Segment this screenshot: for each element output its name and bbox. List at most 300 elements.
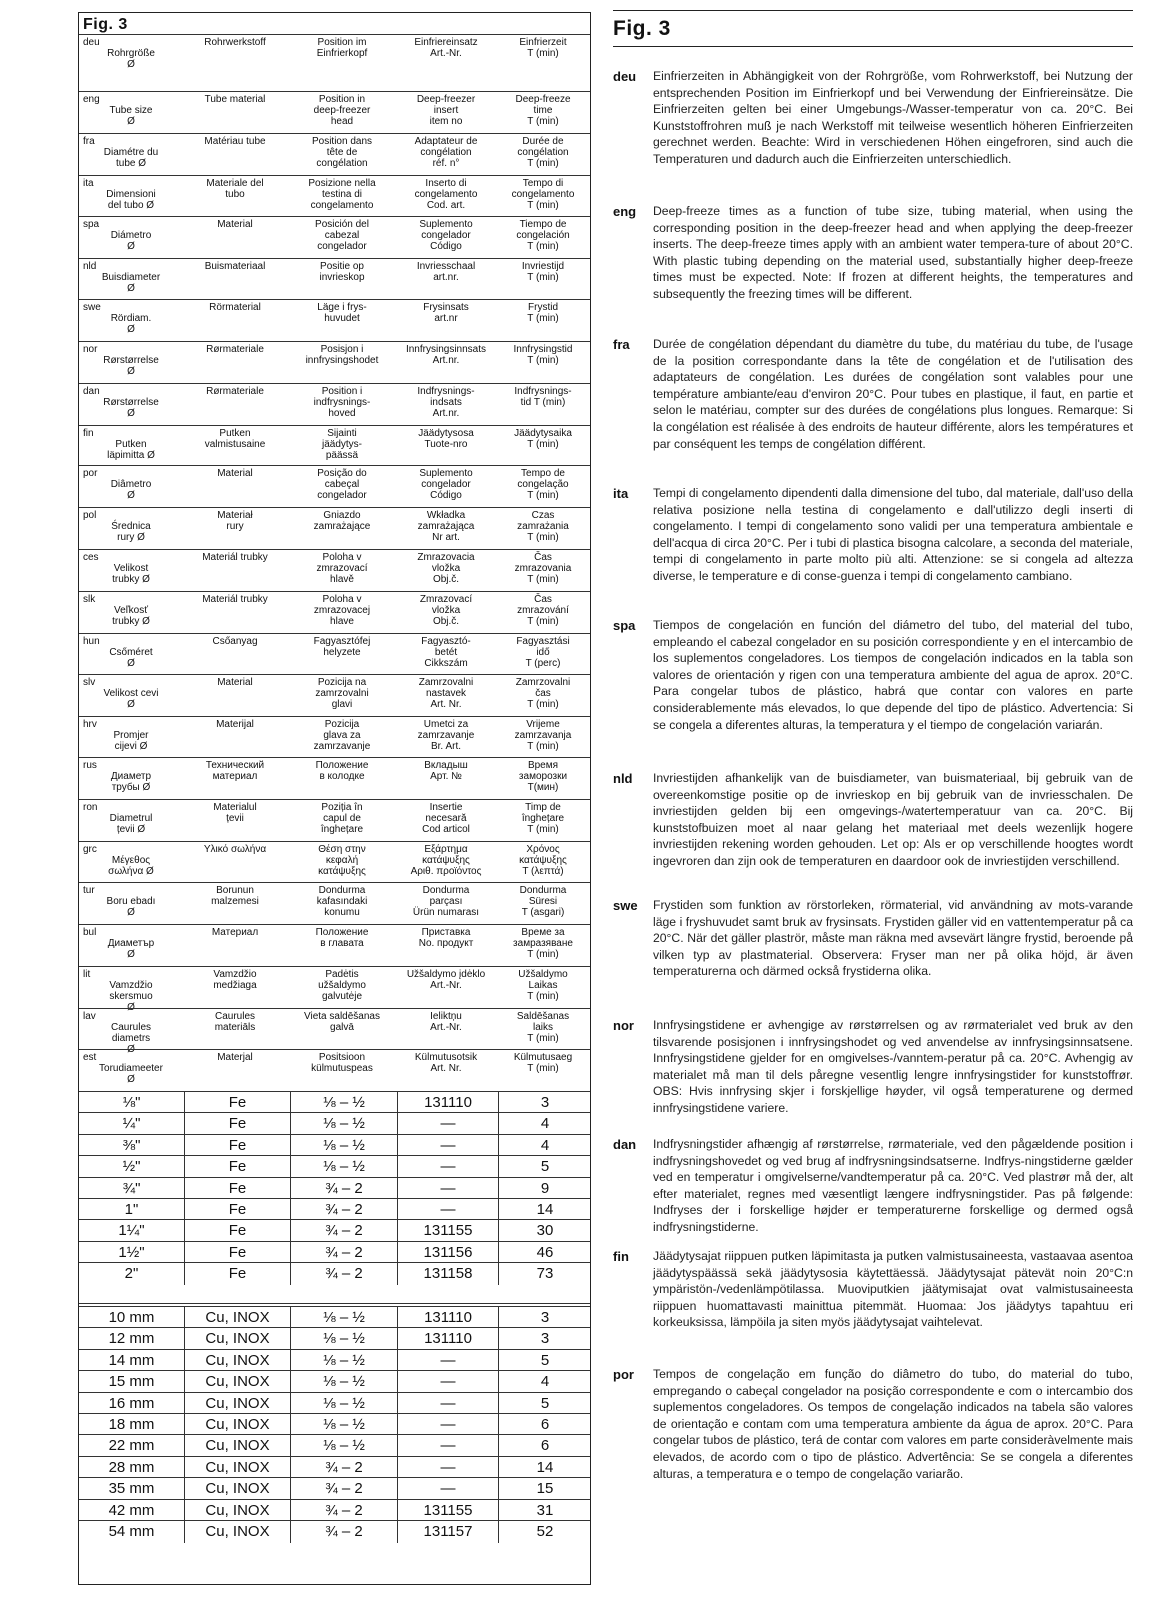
paragraph: Indfrysningstider afhængig af rørstørrelse, rørmateriale, ved den pågældende position i indfrysningshovedet og ved brug af indfrysningsindsatserne. Indfrys-ningstiderne gælder ved en temperatur i omgivelserne/vandtemperatur på ca. 20°C. Ved plastrør må der, alt efter materialet, regnes med væsentligt længere indfrysningstider. Pas på følgende: Indfryses der i forskellige højder er temperaturerne forskellige og dermed også indfrysningstiderne. bbox=[653, 1137, 1133, 1234]
language-code: fin bbox=[83, 428, 94, 439]
header-row-nor bbox=[79, 341, 590, 378]
table-row bbox=[79, 1456, 590, 1479]
table-cell: Cu, INOX bbox=[185, 1435, 291, 1457]
divider bbox=[613, 10, 1133, 11]
header-cell: Innfrysingstid T (min) bbox=[513, 344, 573, 367]
header-cell: Poloha v zmrazovacej hlave bbox=[313, 594, 371, 628]
header-cell: Zmrazovacia vložka Obj.č. bbox=[417, 552, 475, 586]
table-cell: ⅛ – ½ bbox=[291, 1350, 398, 1372]
header-cell: Materiał rury bbox=[217, 510, 253, 533]
table-cell: ⅛ – ½ bbox=[291, 1113, 398, 1135]
header-cell: Dondurma kafasındaki konumu bbox=[316, 885, 368, 919]
table-cell: 54 mm bbox=[79, 1521, 185, 1543]
header-cell: Tube material bbox=[204, 94, 266, 105]
table-cell: — bbox=[398, 1135, 499, 1157]
table-cell: Fe bbox=[185, 1199, 291, 1221]
table-cell: 3 bbox=[540, 1094, 550, 1111]
header-cell: Fagyasztó- betét Cikkszám bbox=[421, 636, 471, 670]
table-cell: ⅜" bbox=[79, 1135, 185, 1157]
table-cell: 73 bbox=[536, 1265, 554, 1283]
table-cell: 52 bbox=[536, 1523, 554, 1540]
header-cell: Υλικό σωλήνα bbox=[203, 844, 267, 855]
header-cell: Indfrysnings- tid T (min) bbox=[514, 386, 572, 409]
table-cell: 131110 bbox=[398, 1307, 499, 1329]
table-cell: 35 mm bbox=[79, 1478, 185, 1500]
table-cell: Fe bbox=[185, 1135, 291, 1157]
header-cell: Material bbox=[217, 677, 253, 688]
language-label: spa bbox=[613, 618, 636, 633]
header-cell: Θέση στην κεφαλή κατάψυξης bbox=[318, 844, 366, 878]
table-cell: 9 bbox=[540, 1179, 550, 1197]
header-cell: Dondurma Süresi T (asgari) bbox=[519, 885, 567, 919]
table-cell: ¾ – 2 bbox=[291, 1263, 398, 1285]
header-cell: Umetci za zamrzavanje Br. Art. bbox=[417, 719, 475, 753]
table-cell: 131158 bbox=[398, 1263, 499, 1285]
table-row bbox=[79, 1370, 590, 1393]
language-label: por bbox=[613, 1367, 634, 1382]
header-cell: Zmrazovací vložka Obj.č. bbox=[419, 594, 473, 628]
header-cell: Materjal bbox=[217, 1052, 253, 1063]
header-cell: Gniazdo zamrażające bbox=[313, 510, 371, 533]
header-cell: Tempo de congelação T (min) bbox=[517, 468, 569, 502]
table-row bbox=[79, 1219, 590, 1242]
table-cell: Cu, INOX bbox=[185, 1328, 291, 1350]
divider bbox=[79, 1303, 590, 1304]
header-row-dan bbox=[79, 383, 590, 420]
language-code: lav bbox=[83, 1011, 96, 1022]
header-cell: Диаметр трубы Ø bbox=[110, 771, 152, 794]
header-cell: Rørmateriale bbox=[206, 386, 264, 397]
table-row bbox=[79, 1306, 590, 1329]
header-row-bul bbox=[79, 924, 590, 961]
header-cell: Užšaldymo įdėklo Art.-Nr. bbox=[406, 969, 486, 992]
table-cell: Fe bbox=[185, 1263, 291, 1285]
header-cell: Saldēšanas laiks T (min) bbox=[516, 1011, 570, 1045]
language-code: est bbox=[83, 1052, 97, 1063]
header-cell: Innfrysingsinnsats Art.nr. bbox=[405, 344, 487, 367]
table-row bbox=[79, 1134, 590, 1157]
header-cell: Borunun malzemesi bbox=[211, 885, 259, 908]
header-cell: Μέγεθος σωλήνα Ø bbox=[108, 855, 154, 878]
table-row bbox=[79, 1477, 590, 1500]
header-cell: Deep-freeze time T (min) bbox=[515, 94, 571, 128]
header-row-ces bbox=[79, 549, 590, 586]
header-cell: Position dans tête de congélation bbox=[311, 136, 373, 170]
table-cell: 131155 bbox=[398, 1500, 499, 1522]
header-cell: Wkładka zamrażająca Nr art. bbox=[417, 510, 475, 544]
header-cell: Rørstørrelse Ø bbox=[103, 397, 159, 420]
header-cell: Buismateriaal bbox=[204, 261, 266, 272]
language-label: fra bbox=[613, 337, 630, 352]
freeze-time-table bbox=[78, 12, 591, 1585]
header-cell: Putken läpimitta Ø bbox=[107, 439, 155, 462]
table-cell: — bbox=[398, 1478, 499, 1500]
header-cell: Vamzdžio skersmuo Ø bbox=[109, 980, 153, 1014]
header-row-swe bbox=[79, 299, 590, 336]
table-cell: Cu, INOX bbox=[185, 1521, 291, 1543]
table-row bbox=[79, 1520, 590, 1543]
header-cell: Poloha v zmrazovací hlavě bbox=[316, 552, 368, 586]
header-cell: Suplemento congelador Código bbox=[419, 468, 473, 502]
table-cell: — bbox=[398, 1350, 499, 1372]
header-cell: Średnica rury Ø bbox=[111, 521, 151, 544]
header-row-tur bbox=[79, 882, 590, 919]
header-cell: Dondurma parçası Ürün numarası bbox=[412, 885, 480, 919]
table-cell: ¾ – 2 bbox=[291, 1457, 398, 1479]
table-cell: Fe bbox=[185, 1092, 291, 1114]
header-cell: Положение в главата bbox=[315, 927, 369, 950]
header-cell: Invriestijd T (min) bbox=[521, 261, 565, 284]
header-row-hun bbox=[79, 633, 590, 670]
header-cell: Vrijeme zamrzavanja T (min) bbox=[514, 719, 572, 753]
table-cell: — bbox=[398, 1371, 499, 1393]
table-row bbox=[79, 1499, 590, 1522]
header-cell: Tempo di congelamento T (min) bbox=[511, 178, 575, 212]
table-row bbox=[79, 1155, 590, 1178]
table-cell: — bbox=[398, 1393, 499, 1415]
header-cell: Положение в колодке bbox=[315, 760, 369, 783]
header-cell: Velikost cevi Ø bbox=[103, 688, 159, 711]
header-cell: Posición del cabezal congelador bbox=[315, 219, 369, 253]
table-cell: 14 bbox=[536, 1458, 554, 1476]
table-cell: ½" bbox=[79, 1156, 185, 1178]
paragraph: Tiempos de congelación en función del diámetro del tubo, del material del tubo, empleando el cabezal congelador en su posición correspondiente y en el intercambio de los suplementos congeladores. Los tiempos de congelación indicados en la tabla son valores de orientación y rigen con una temperatura ambiente del agua de aprox. 20°C. Para congelar tubos de plástico, habrá que contar con valores en parte considerablemente más elevados, lo que depende del tipo de plástico. Advertencia: Si se congela a diferentes alturas, la temperatura y el tiempo de congelación variarán. bbox=[653, 618, 1133, 732]
table-row bbox=[79, 1392, 590, 1415]
header-cell: Position i indfrysnings- hoved bbox=[313, 386, 371, 420]
table-cell: ⅛ – ½ bbox=[291, 1156, 398, 1178]
header-cell: Adaptateur de congélation réf. n° bbox=[414, 136, 478, 170]
table-cell: 5 bbox=[540, 1158, 550, 1176]
table-cell: ¾" bbox=[79, 1178, 185, 1200]
table-cell: 15 bbox=[536, 1480, 554, 1498]
header-cell: Material bbox=[217, 219, 253, 230]
table-cell: 18 mm bbox=[79, 1414, 185, 1436]
language-code: swe bbox=[83, 302, 101, 313]
table-cell: 1½" bbox=[79, 1242, 185, 1264]
table-cell: 1" bbox=[79, 1199, 185, 1221]
table-cell: ⅛ – ½ bbox=[291, 1414, 398, 1436]
header-cell: Frystid T (min) bbox=[527, 302, 559, 325]
table-row bbox=[79, 1177, 590, 1200]
language-code: fra bbox=[83, 136, 95, 147]
header-cell: Buisdiameter Ø bbox=[101, 272, 161, 295]
header-row-rus bbox=[79, 757, 590, 794]
header-cell: Zamrzovalni čas T (min) bbox=[515, 677, 571, 711]
header-cell: Приставка No. продукт bbox=[418, 927, 474, 950]
header-cell: Rørmateriale bbox=[206, 344, 264, 355]
table-cell: 6 bbox=[540, 1437, 550, 1455]
table-cell: 10 mm bbox=[79, 1307, 185, 1329]
table-cell: ¾ – 2 bbox=[291, 1500, 398, 1522]
header-cell: Χρόνος κατάψυξης Τ (λεπτά) bbox=[519, 844, 567, 878]
table-cell: 2" bbox=[79, 1263, 185, 1285]
table-cell: ¾ – 2 bbox=[291, 1199, 398, 1221]
table-cell: ¼" bbox=[79, 1113, 185, 1135]
header-cell: Materijal bbox=[216, 719, 254, 730]
table-cell: 6 bbox=[540, 1416, 550, 1433]
table-cell: — bbox=[398, 1435, 499, 1457]
paragraph: Einfrierzeiten in Abhängigkeit von der Rohrgröße, vom Rohrwerkstoff, bei Nutzung der entsprechenden Position im Einfrierkopf und bei Verwendung der Einfriereinsätze. Die Einfrierzeiten gelten bei einer Umgebungs-/Wasser-temperatur von ca. 20°C. Bei Kunststoffrohren muß je nach Werkstoff mit teilweise wesentlich höheren Einfrierzeiten gerechnet werden. Beachte: Wird in verschiedenen Höhen eingefroren, sind auch die Temperaturen und dadurch auch die Einfrierzeiten unterschiedlich. bbox=[653, 69, 1133, 166]
table-cell: Cu, INOX bbox=[185, 1414, 291, 1436]
language-code: nld bbox=[83, 261, 97, 272]
paragraph: Tempos de congelação em função do diâmetro do tubo, do material do tubo, empregando o cabeçal congelador na posição correspondente e com o intercambio dos suplementos congeladores. Os tempos de congelação indicados na tabela são valores de orientação e contam com uma temperatura ambiente da água de aprox. 20°C. Para congelar tubos de plástico, terá de contar com valores em parte consideràvelmente mais elevados, de acordo com o tipo de plástico. Advertência: Se se congela a diferentes alturas, a temperatura e o tempo de congelação variarão. bbox=[653, 1367, 1133, 1481]
table-cell: 22 mm bbox=[79, 1435, 185, 1457]
header-cell: Diamétre du tube Ø bbox=[103, 147, 159, 170]
table-cell: — bbox=[398, 1178, 499, 1200]
table-cell: — bbox=[398, 1199, 499, 1221]
table-row bbox=[79, 1091, 590, 1114]
language-code: eng bbox=[83, 94, 100, 105]
table-row bbox=[79, 1112, 590, 1135]
header-cell: Fagyasztási idő T (perc) bbox=[516, 636, 570, 670]
language-code: slk bbox=[83, 594, 96, 605]
header-cell: Durée de congélation T (min) bbox=[517, 136, 569, 170]
table-cell: 30 bbox=[536, 1222, 554, 1240]
header-cell: Positsioon külmutuspeas bbox=[311, 1052, 373, 1075]
header-row-spa bbox=[79, 216, 590, 253]
table-cell: Cu, INOX bbox=[185, 1393, 291, 1415]
header-cell: Promjer cijevi Ø bbox=[113, 730, 149, 753]
table-row bbox=[79, 1198, 590, 1221]
table-cell: ¾ – 2 bbox=[291, 1178, 398, 1200]
header-cell: Tiempo de congelación T (min) bbox=[516, 219, 570, 253]
header-cell: Putken valmistusaine bbox=[204, 428, 266, 451]
table-cell: 14 bbox=[536, 1201, 554, 1218]
header-cell: Deep-freezer insert item no bbox=[416, 94, 476, 128]
language-label: swe bbox=[613, 898, 638, 913]
table-row bbox=[79, 1413, 590, 1436]
language-code: deu bbox=[83, 37, 100, 48]
header-row-lav bbox=[79, 1008, 590, 1056]
header-cell: Velikost trubky Ø bbox=[112, 563, 150, 586]
table-row bbox=[79, 1262, 590, 1285]
header-cell: Indfrysnings- indsats Art.nr. bbox=[417, 386, 475, 420]
table-cell: 131157 bbox=[398, 1521, 499, 1543]
header-cell: Inserto di congelamento Cod. art. bbox=[414, 178, 478, 212]
header-cell: Diametrul țevii Ø bbox=[109, 813, 153, 836]
header-cell: Jäädytysosa Tuote-nro bbox=[418, 428, 474, 451]
header-cell: Einfrierzeit T (min) bbox=[519, 37, 567, 60]
language-label: nor bbox=[613, 1018, 634, 1033]
header-cell: Külmutusaeg T (min) bbox=[513, 1052, 573, 1075]
header-cell: Rohrwerkstoff bbox=[204, 37, 266, 48]
header-row-fra bbox=[79, 133, 590, 170]
header-cell: Posisjon i innfrysingshodet bbox=[305, 344, 379, 367]
table-cell: Cu, INOX bbox=[185, 1371, 291, 1393]
table-cell: 31 bbox=[536, 1501, 554, 1519]
header-cell: Position in deep-freezer head bbox=[313, 94, 371, 128]
table-row bbox=[79, 1327, 590, 1350]
header-cell: Tube size Ø bbox=[109, 105, 153, 128]
table-cell: 131110 bbox=[398, 1092, 499, 1114]
table-cell: 4 bbox=[540, 1373, 550, 1391]
header-cell: Време за замразяване T (min) bbox=[513, 927, 573, 961]
table-cell: 5 bbox=[540, 1394, 550, 1412]
header-cell: Материал bbox=[211, 927, 259, 938]
table-cell: 3 bbox=[540, 1309, 550, 1326]
header-cell: Frysinsats art.nr bbox=[423, 302, 469, 325]
figure-title: Fig. 3 bbox=[613, 17, 671, 40]
language-code: slv bbox=[83, 677, 96, 688]
language-code: ron bbox=[83, 802, 98, 813]
header-cell: Külmutusotsik Art. Nr. bbox=[414, 1052, 478, 1075]
table-cell: 131156 bbox=[398, 1242, 499, 1264]
table-cell: 14 mm bbox=[79, 1350, 185, 1372]
table-cell: 12 mm bbox=[79, 1328, 185, 1350]
header-cell: Pozicija glava za zamrzavanje bbox=[313, 719, 371, 753]
header-cell: Pozicija na zamrzovalni glavi bbox=[315, 677, 369, 711]
table-cell: 46 bbox=[536, 1243, 554, 1261]
header-cell: Einfriereinsatz Art.-Nr. bbox=[414, 37, 478, 60]
table-cell: Fe bbox=[185, 1220, 291, 1242]
language-label: eng bbox=[613, 204, 637, 219]
language-code: nor bbox=[83, 344, 98, 355]
table-cell: 15 mm bbox=[79, 1371, 185, 1393]
language-code: grc bbox=[83, 844, 97, 855]
table-cell: 3 bbox=[540, 1330, 550, 1348]
header-cell: Invriesschaal art.nr. bbox=[416, 261, 476, 284]
table-cell: Cu, INOX bbox=[185, 1478, 291, 1500]
table-cell: 42 mm bbox=[79, 1500, 185, 1522]
header-row-nld bbox=[79, 258, 590, 295]
paragraph: Durée de congélation dépendant du diamètre du tube, du matériau du tube, de l'usage de la position correspondante dans la tête de congélation et de l'utilisation des adaptateurs de congélation. Les durées de congélation sont valables pour une température ambiante/eau d'environ 20°C. Pour tubes en plastique, il faut, en partie et selon le matériau, compter sur des durées de congélations plus longues. Remarque: Si la congélation est réalisée à des endroits de hauteur différente, alors les températures et par conséquent les temps de congélation différent. bbox=[653, 337, 1133, 451]
paragraph: Tempi di congelamento dipendenti dalla dimensione del tubo, dal materiale, dall'uso della relativa posizione nella testina di congelamento e dall'utilizzo degli inserti di congelamento. I tempi di congelamento sono validi per una temperatura ambientale e dell'acqua di circa 20°C. Per i tubi di plastica bisogna calcolare, a seconda del materiale, tempi di congelamento in parte molto più alti. Attenzione: se si congela ad altezza diverse, le temperature e di conse-guenza i tempi di congelamento cambiano. bbox=[653, 486, 1133, 583]
header-row-deu bbox=[79, 34, 590, 71]
header-cell: Position im Einfrierkopf bbox=[316, 37, 368, 60]
table-title: Fig. 3 bbox=[83, 16, 128, 33]
header-cell: Läge i frys- huvudet bbox=[317, 302, 367, 325]
header-cell: Užšaldymo Laikas T (min) bbox=[518, 969, 568, 1003]
header-cell: Diâmetro Ø bbox=[110, 479, 152, 502]
language-code: hrv bbox=[83, 719, 97, 730]
header-cell: Posição do cabeçal congelador bbox=[317, 468, 367, 502]
header-cell: Caurules materiāls bbox=[214, 1011, 256, 1034]
table-cell: ⅛ – ½ bbox=[291, 1435, 398, 1457]
header-cell: Materialul țevii bbox=[213, 802, 257, 825]
table-cell: Fe bbox=[185, 1113, 291, 1135]
table-cell: 28 mm bbox=[79, 1457, 185, 1479]
header-cell: Jäädytysaika T (min) bbox=[514, 428, 572, 451]
table-cell: Cu, INOX bbox=[185, 1500, 291, 1522]
table-cell: Fe bbox=[185, 1242, 291, 1264]
header-cell: Posizione nella testina di congelamento bbox=[308, 178, 376, 212]
header-cell: Fagyasztófej helyzete bbox=[313, 636, 371, 659]
header-cell: Čas zmrazovania T (min) bbox=[514, 552, 572, 586]
language-code: ces bbox=[83, 552, 99, 563]
table-cell: ⅛ – ½ bbox=[291, 1371, 398, 1393]
header-cell: Rørstørrelse Ø bbox=[103, 355, 159, 378]
paragraph: Jäädytysajat riippuen putken läpimitasta ja putken valmistusaineesta, vastaavaa asentoa jäädytyspäässä sekä jäädytysosia käytettäessä. Jäädytysajat pätevät noin 20°C:n ympäristön-/vedenlämpötilassa. Muoviputkien jäätymisajat ovat valmistusaineesta riippuen huomattavasti mainittua pitemmät. Huomaa: Jos jäädytys tapahtuu eri korkeuksissa, lämpöila ja siten myös jäädytysajat vaihtelevat. bbox=[653, 1249, 1133, 1330]
header-row-hrv bbox=[79, 716, 590, 753]
table-row bbox=[79, 1434, 590, 1457]
table-cell: ⅛ – ½ bbox=[291, 1135, 398, 1157]
table-cell: ⅛" bbox=[79, 1092, 185, 1114]
table-cell: Cu, INOX bbox=[185, 1457, 291, 1479]
divider bbox=[613, 46, 1133, 47]
table-cell: ¾ – 2 bbox=[291, 1220, 398, 1242]
header-cell: Zamrzovalni nastavek Art. Nr. bbox=[418, 677, 474, 711]
header-cell: Rohrgröße Ø bbox=[107, 48, 155, 71]
table-cell: ⅛ – ½ bbox=[291, 1092, 398, 1114]
header-row-pol bbox=[79, 507, 590, 544]
paragraph: Innfrysingstidene er avhengige av rørstørrelsen og av rørmaterialet ved bruk av den tilsvarende posisjonen i innfrysingshodet og ved anvendelse av innfrysingsinnsatsene. Innfrysingstidene gjelder for en omgivelses-/vanntem-peratur på ca. 20°C. Avhengig av materialet må man til dels påregne vesentlig lengre innfrysingstider for kunststoffrør. OBS: Hvis innfrysing skjer i forskjellige høyder, vil også temperaturene og dermed innfrysingstidene variere. bbox=[653, 1018, 1133, 1115]
header-cell: Εξάρτημα κατάψυξης Αριθ. προϊόντος bbox=[410, 844, 482, 878]
header-row-grc bbox=[79, 841, 590, 878]
header-cell: Boru ebadı Ø bbox=[106, 896, 156, 919]
language-label: ita bbox=[613, 486, 629, 501]
header-row-fin bbox=[79, 425, 590, 462]
header-cell: Material bbox=[217, 468, 253, 479]
language-code: bul bbox=[83, 927, 97, 938]
table-cell: — bbox=[398, 1113, 499, 1135]
header-cell: Diámetro Ø bbox=[110, 230, 152, 253]
header-row-slk bbox=[79, 591, 590, 628]
header-row-ron bbox=[79, 799, 590, 836]
paragraph: Deep-freeze times as a function of tube size, tubing material, when using the corresponding position in the deep-freezer head and when applying the deep-freezer inserts. The deep-freeze times apply with an ambient water tempera-ture of about 20°C. With plastic tubing depending on the material used, substantially higher deep-freeze times must be expected. Note: If frozen at different heights, the temperatures and subsequently the freezing times will be different. bbox=[653, 204, 1133, 301]
table-cell: Cu, INOX bbox=[185, 1350, 291, 1372]
header-cell: Veľkosť trubky Ø bbox=[112, 605, 150, 628]
language-label: nld bbox=[613, 771, 633, 786]
table-cell: ¾ – 2 bbox=[291, 1521, 398, 1543]
table-cell: Cu, INOX bbox=[185, 1307, 291, 1329]
language-code: por bbox=[83, 468, 98, 479]
header-cell: Vamzdžio medžiaga bbox=[213, 969, 257, 992]
header-cell: Poziția în capul de înghețare bbox=[320, 802, 364, 836]
paragraph: Invriestijden afhankelijk van de buisdiameter, van buismateriaal, bij gebruik van de overeenkomstige positie op de invrieskop en bij gebruik van de invriesschalen. De invriestijden gelden bij een omgevings-/watertemperatuur van ca. 20°C. Bij kunststofbuizen moet al naar gelang het materiaal met deels wezenlijk hogere invriestijden rekening worden gehouden. Let op: Als er op verschillende hoogtes wordt ingevroren dan zijn ook de temperaturen en daardoor ook de invriestijden verschillend. bbox=[653, 771, 1133, 868]
language-label: deu bbox=[613, 69, 637, 84]
header-cell: Диаметър Ø bbox=[107, 938, 155, 961]
header-cell: Materiál trubky bbox=[202, 552, 268, 563]
header-cell: Вкладыш Арт. № bbox=[424, 760, 468, 783]
header-cell: Torudiameeter Ø bbox=[99, 1063, 163, 1086]
language-code: dan bbox=[83, 386, 100, 397]
language-code: rus bbox=[83, 760, 97, 771]
language-label: fin bbox=[613, 1249, 629, 1264]
header-cell: Caurules diametrs Ø bbox=[110, 1022, 152, 1056]
header-cell: Csőanyag bbox=[212, 636, 258, 647]
language-code: tur bbox=[83, 885, 95, 896]
table-cell: 131110 bbox=[398, 1328, 499, 1350]
header-cell: Materiale del tubo bbox=[206, 178, 264, 201]
header-cell: Csőméret Ø bbox=[109, 647, 153, 670]
header-cell: Positie op invrieskop bbox=[319, 261, 365, 284]
table-cell: — bbox=[398, 1457, 499, 1479]
header-cell: Vieta saldēšanas galvā bbox=[304, 1011, 380, 1034]
header-cell: Sijainti jäädytys- päässä bbox=[321, 428, 362, 462]
header-cell: Rördiam. Ø bbox=[110, 313, 152, 336]
header-cell: Технический материал bbox=[205, 760, 265, 783]
header-row-por bbox=[79, 465, 590, 502]
header-row-ita bbox=[79, 175, 590, 212]
table-cell: 1¼" bbox=[79, 1220, 185, 1242]
paragraph: Frystiden som funktion av rörstorleken, rörmaterial, vid användning av mots-varande läge i fryshuvudet samt bruk av frysinsats. Frystiden gäller vid en vattentemperatur på ca 20°C. När det gäller plaströr, måste man räkna med avsevärt längre frystid, beroende på vilken typ av plastmaterial. Observera: Fryser man ner på olika höjd, är även temperaturerna och därmed också frystiderna olika. bbox=[653, 898, 1133, 979]
header-cell: Rörmaterial bbox=[209, 302, 261, 313]
table-cell: 4 bbox=[540, 1115, 550, 1133]
header-cell: Matériau tube bbox=[204, 136, 266, 147]
header-cell: Suplemento congelador Código bbox=[419, 219, 473, 253]
header-cell: Padėtis užšaldymo galvutėje bbox=[318, 969, 366, 1003]
header-cell: Время заморозки Т(мин) bbox=[518, 760, 568, 794]
table-cell: Fe bbox=[185, 1178, 291, 1200]
language-code: spa bbox=[83, 219, 100, 230]
header-cell: Materiál trubky bbox=[202, 594, 268, 605]
table-cell: ⅛ – ½ bbox=[291, 1328, 398, 1350]
header-cell: Dimensioni del tubo Ø bbox=[106, 189, 156, 212]
table-cell: — bbox=[398, 1414, 499, 1436]
language-label: dan bbox=[613, 1137, 637, 1152]
table-cell: ¾ – 2 bbox=[291, 1478, 398, 1500]
header-row-slv bbox=[79, 674, 590, 711]
